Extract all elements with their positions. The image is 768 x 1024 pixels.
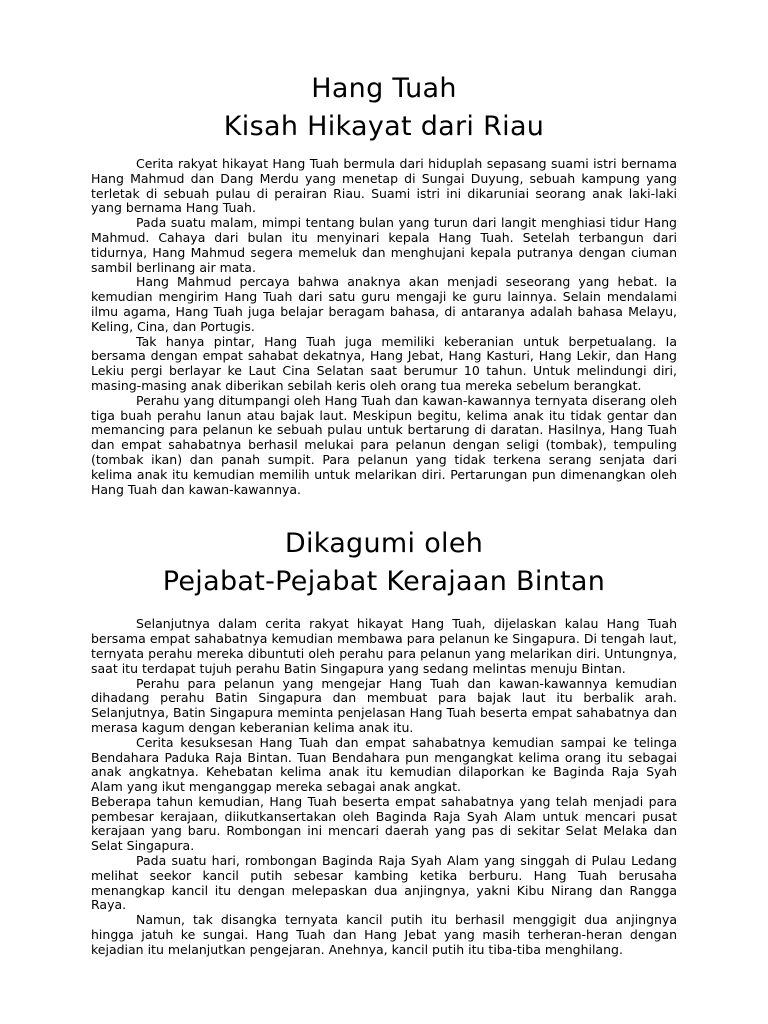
section-dikagumi: [91, 525, 677, 957]
section1-title-line1: Hang Tuah: [311, 73, 457, 104]
section1-title-line2: Kisah Hikayat dari Riau: [223, 111, 545, 142]
section2-title-line2: Pejabat-Pejabat Kerajaan Bintan: [162, 566, 606, 598]
paragraph: Cerita kesuksesan Hang Tuah dan empat sahabatnya kemudian sampai ke telinga Bendahara Paduka Raja Bintan. Tuan Bendahara pun mengangkat kelima orang itu sebagai anak angkatnya. Kehebatan kelima anak itu kemudian dilaporkan ke Baginda Raja Syah Alam yang ikut menganggap mereka sebagai anak angkat.: [91, 734, 677, 795]
section2-title-line1: Dikagumi oleh: [284, 528, 484, 560]
paragraph: Hang Mahmud percaya bahwa anaknya akan menjadi seseorang yang hebat. Ia kemudian mengirim Hang Tuah dari satu guru mengaji ke guru lainnya. Selain mendalami ilmu agama, Hang Tuah juga belajar beragam bahasa, di antaranya adalah bahasa Melayu, Keling, Cina, dan Portugis.: [91, 274, 677, 334]
document-page: [91, 70, 677, 958]
paragraph: Cerita rakyat hikayat Hang Tuah bermula dari hiduplah sepasang suami istri bernama Hang Mahmud dan Dang Merdu yang menetap di Sungai Duyung, sebuah kampung yang terletak di sebuah pulau di perairan Riau. Suami istri ini dikaruniai seorang anak laki-laki yang bernama Hang Tuah.: [91, 156, 677, 216]
paragraph: Pada suatu hari, rombongan Baginda Raja Syah Alam yang singgah di Pulau Ledang melihat seekor kancil putih sebesar kambing ketika berburu. Hang Tuah berusaha menangkap kancil itu dengan melepaskan dua anjingnya, yakni Kibu Nirang dan Rangga Raya.: [91, 853, 677, 913]
paragraph: Tak hanya pintar, Hang Tuah juga memiliki keberanian untuk berpetualang. Ia bersama dengan empat sahabat dekatnya, Hang Jebat, Hang Kasturi, Hang Lekir, dan Hang Lekiu pergi berlayar ke Laut Cina Selatan saat berumur 10 tahun. Untuk melindungi diri, masing-masing anak diberikan sebilah keris oleh orang tua mereka sebelum berangkat.: [91, 333, 677, 393]
section-hang-tuah: [91, 70, 677, 497]
paragraph: Perahu para pelanun yang mengejar Hang Tuah dan kawan-kawannya kemudian dihadang perahu Batin Singapura dan membuat para bajak laut itu berbalik arah. Selanjutnya, Batin Singapura meminta penjelasan Hang Tuah beserta empat sahabatnya dan merasa kagum dengan keberanian kelima anak itu.: [91, 675, 677, 735]
paragraph: Beberapa tahun kemudian, Hang Tuah beserta empat sahabatnya yang telah menjadi para pembesar kerajaan, diikutkansertakan oleh Baginda Raja Syah Alam untuk mencari pusat kerajaan yang baru. Rombongan ini mencari daerah yang pas di sekitar Selat Melaka dan Selat Singapura.: [91, 793, 677, 854]
paragraph: Perahu yang ditumpangi oleh Hang Tuah dan kawan-kawannya ternyata diserang oleh tiga buah perahu lanun atau bajak laut. Meskipun begitu, kelima anak itu tidak gentar dan memancing para pelanun ke sebuah pulau untuk bertarung di daratan. Hasilnya, Hang Tuah dan empat sahabatnya berhasil melukai para pelanun dengan seligi (tombak), tempuling (tombak ikan) dan panah sumpit. Para pelanun yang tidak terkena serang senjata dari kelima anak itu kemudian memilih untuk melarikan diri. Pertarungan pun dimenangkan oleh Hang Tuah dan kawan-kawannya.: [91, 392, 677, 497]
paragraph: Pada suatu malam, mimpi tentang bulan yang turun dari langit menghiasi tidur Hang Mahmud. Cahaya dari bulan itu menyinari kepala Hang Tuah. Setelah terbangun dari tidurnya, Hang Mahmud segera memeluk dan menghujani kepala putranya dengan ciuman sambil berlinang air mata.: [91, 215, 677, 275]
paragraph: Namun, tak disangka ternyata kancil putih itu berhasil menggigit dua anjingnya hingga jatuh ke sungai. Hang Tuah dan Hang Jebat yang masih terheran-heran dengan kejadian itu melanjutkan pengejaran. Anehnya, kancil putih itu tiba-tiba menghilang.: [91, 912, 677, 957]
paragraph: Selanjutnya dalam cerita rakyat hikayat Hang Tuah, dijelaskan kalau Hang Tuah bersama empat sahabatnya kemudian membawa para pelanun ke Singapura. Di tengah laut, ternyata perahu mereka dibuntuti oleh perahu para pelanun yang melarikan diri. Untungnya, saat itu terdapat tujuh perahu Batin Singapura yang sedang melintas menuju Bintan.: [91, 616, 677, 676]
